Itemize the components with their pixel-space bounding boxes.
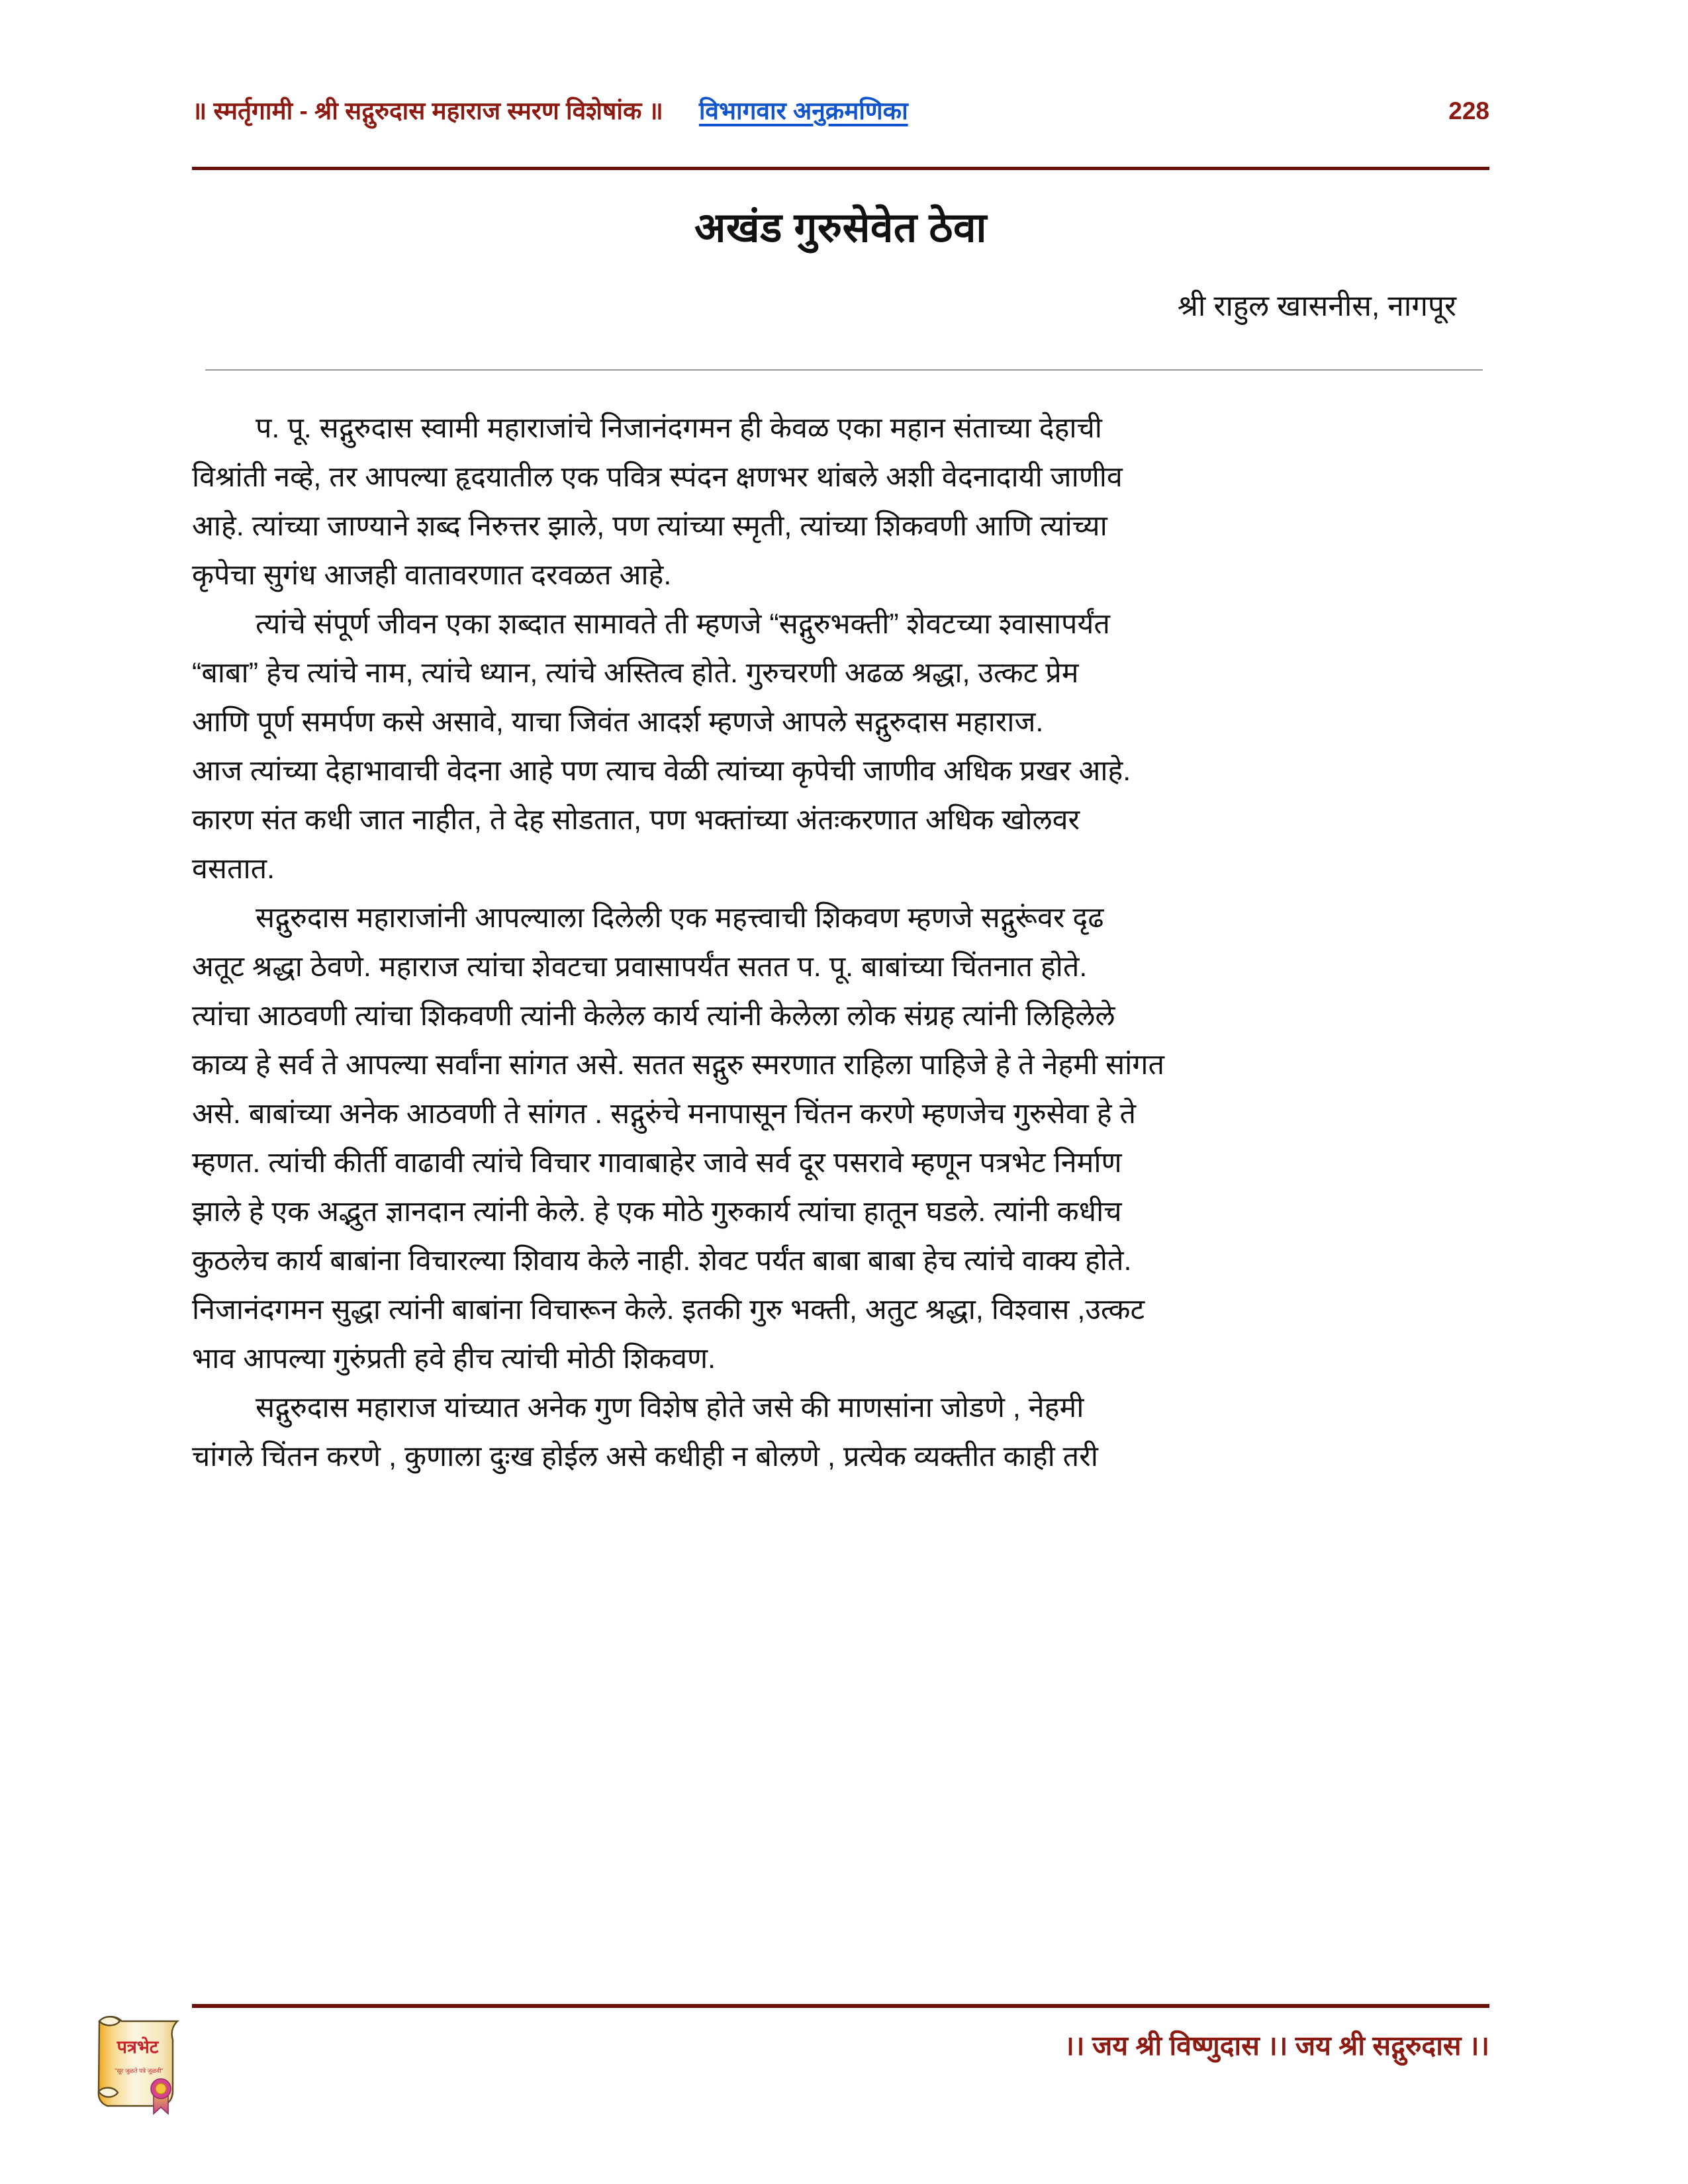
- logo-title-text: पत्रभेट: [117, 2037, 159, 2057]
- article-title: अखंड गुरुसेवेत ठेवा: [694, 205, 987, 251]
- body-line: कारण संत कधी जात नाहीत, ते देह सोडतात, पण भक्तांच्या अंतःकरणात अधिक खोलवर: [192, 804, 1080, 836]
- body-line-text: प. पू. सद्गुरुदास स्वामी महाराजांचे निजानंदगमन ही केवळ एका महान संताच्या देहाची: [256, 412, 1102, 444]
- byline-divider: [205, 369, 1483, 371]
- magazine-banner: ॥ स्मर्तृगामी - श्री सद्गुरुदास महाराज स्मरण विशेषांक ॥: [192, 97, 663, 124]
- body-line: “बाबा” हेच त्यांचे नाम, त्यांचे ध्यान, त्यांचे अस्तित्व होते. गुरुचरणी अढळ श्रद्धा, उत्कट प्रेम: [192, 657, 1079, 689]
- body-line: [192, 404, 1495, 453]
- page-header: [192, 93, 1489, 139]
- body-line: कुठलेच कार्य बाबांना विचारल्या शिवाय केले नाही. शेवट पर्यंत बाबा बाबा हेच त्यांचे वाक्य होते.: [192, 1245, 1132, 1277]
- body-line: कृपेचा सुगंध आजही वातावरणात दरवळत आहे.: [192, 559, 672, 591]
- logo-tagline-text: "सूर जुळते पत्रे जुळवी": [115, 2068, 164, 2074]
- body-line: म्हणत. त्यांची कीर्ती वाढावी त्यांचे विचार गावाबाहेर जावे सर्व दूर पसरावे म्हणून पत्रभेट निर्माण: [192, 1147, 1122, 1179]
- body-line: झाले हे एक अद्भुत ज्ञानदान त्यांनी केले. हे एक मोठे गुरुकार्य त्यांचा हातून घडले. त्यांनी कधीच: [192, 1196, 1122, 1228]
- body-paragraph: [192, 404, 1495, 600]
- body-line: आज त्यांच्या देहाभावाची वेदना आहे पण त्याच वेळी त्यांच्या कृपेची जाणीव अधिक प्रखर आहे.: [192, 755, 1131, 787]
- header-divider: [192, 167, 1489, 170]
- patrabhet-logo: [85, 2007, 187, 2118]
- body-line: [192, 1383, 1495, 1432]
- body-line-text: सद्गुरुदास महाराज यांच्यात अनेक गुण विशेष होते जसे की माणसांना जोडणे , नेहमी: [256, 1392, 1084, 1424]
- body-line: [192, 893, 1495, 942]
- footer-mantra: ।। जय श्री विष्णुदास ।। जय श्री सद्गुरुदास ।।: [1064, 2030, 1489, 2061]
- body-paragraph: [192, 600, 1495, 893]
- body-line: काव्य हे सर्व ते आपल्या सर्वांना सांगत असे. सतत सद्गुरु स्मरणात राहिला पाहिजे हे ते नेहमी सांगत: [192, 1049, 1164, 1081]
- body-line: निजानंदगमन सुद्धा त्यांनी बाबांना विचारून केले. इतकी गुरु भक्ती, अतुट श्रद्धा, विश्वास ,उत्कट: [192, 1294, 1145, 1326]
- body-paragraph: [192, 893, 1495, 1383]
- page-number: 228: [1448, 97, 1489, 124]
- body-line: विश्रांती नव्हे, तर आपल्या हृदयातील एक पवित्र स्पंदन क्षणभर थांबले अशी वेदनादायी जाणीव: [192, 461, 1123, 493]
- body-line: आहे. त्यांच्या जाण्याने शब्द निरुत्तर झाले, पण त्यांच्या स्मृती, त्यांच्या शिकवणी आणि त्यांच्या: [192, 510, 1107, 542]
- index-link[interactable]: विभागवार अनुक्रमणिका: [698, 97, 908, 124]
- body-line-text: सद्गुरुदास महाराजांनी आपल्याला दिलेली एक महत्त्वाची शिकवण म्हणजे सद्गुरूंवर दृढ: [256, 902, 1104, 934]
- body-line: आणि पूर्ण समर्पण कसे असावे, याचा जिवंत आदर्श म्हणजे आपले सद्गुरुदास महाराज.: [192, 706, 1044, 738]
- article-body: [192, 404, 1495, 1481]
- body-line: वसतात.: [192, 853, 275, 885]
- body-line-text: त्यांचे संपूर्ण जीवन एका शब्दात सामावते ती म्हणजे “सद्गुरुभक्ती” शेवटच्या श्वासापर्यंत: [256, 608, 1110, 640]
- body-paragraph: [192, 1383, 1495, 1481]
- body-line: अतूट श्रद्धा ठेवणे. महाराज त्यांचा शेवटचा प्रवासापर्यंत सतत प. पू. बाबांच्या चिंतनात होते.: [192, 951, 1088, 983]
- body-line: असे. बाबांच्या अनेक आठवणी ते सांगत . सद्गुरुंचे मनापासून चिंतन करणे म्हणजेच गुरुसेवा हे ते: [192, 1098, 1137, 1130]
- body-line: [192, 600, 1495, 649]
- body-line: चांगले चिंतन करणे , कुणाला दुःख होईल असे कधीही न बोलणे , प्रत्येक व्यक्तीत काही तरी: [192, 1441, 1098, 1473]
- article-byline: श्री राहुल खासनीस, नागपूर: [1177, 290, 1456, 322]
- footer-divider: [192, 2004, 1489, 2008]
- body-line: त्यांचा आठवणी त्यांचा शिकवणी त्यांनी केलेल कार्य त्यांनी केलेला लोक संग्रह त्यांनी लिहिलेले: [192, 1000, 1115, 1032]
- body-line: भाव आपल्या गुरुंप्रती हवे हीच त्यांची मोठी शिकवण.: [192, 1343, 716, 1375]
